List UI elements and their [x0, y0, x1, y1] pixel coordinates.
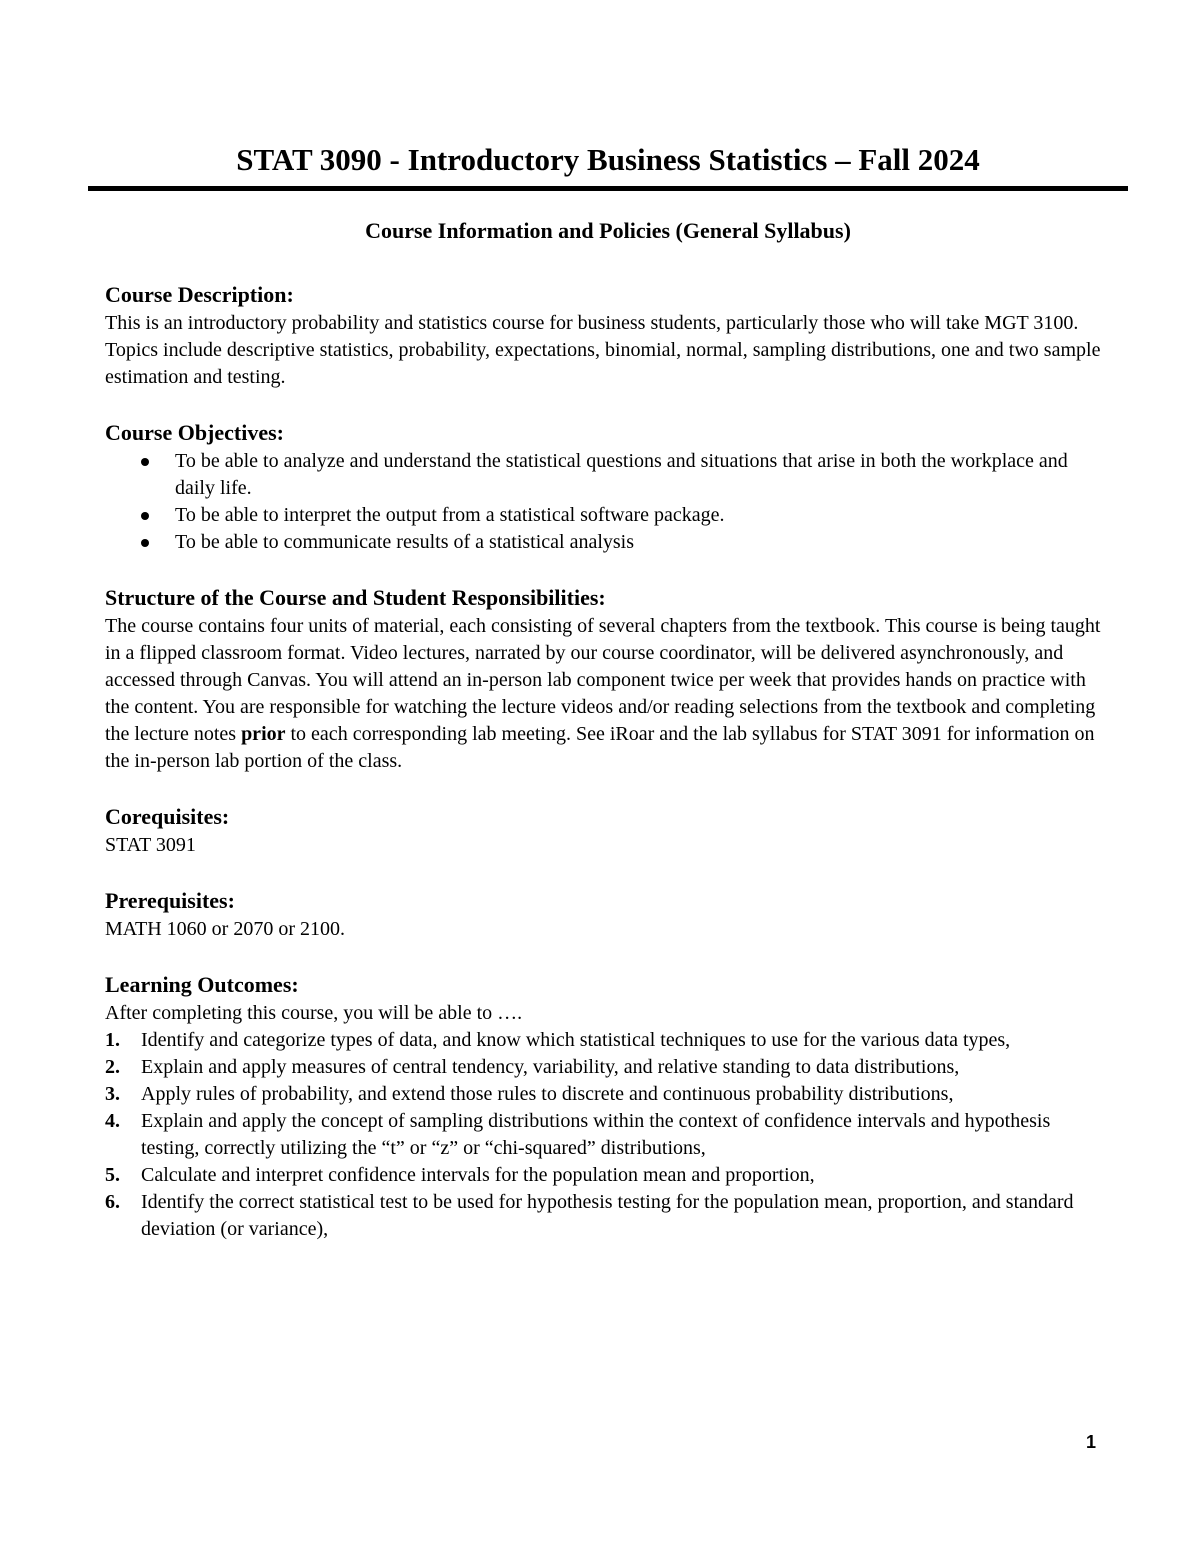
title-divider [88, 186, 1128, 191]
section-heading: Learning Outcomes: [105, 972, 299, 997]
section-heading: Corequisites: [105, 804, 230, 829]
list-item: 4. Explain and apply the concept of sampling distributions within the context of confidence intervals and hypothesis testing, correctly utilizing the “t” or “z” or “chi-squared” distributions, [105, 1110, 1051, 1159]
section-course-description [105, 280, 1105, 391]
list-item: To be able to analyze and understand the statistical questions and situations that arise in both the workplace and daily life. [175, 448, 1105, 502]
emphasis-text: prior [241, 723, 286, 745]
bullet-icon [141, 458, 149, 466]
section-course-structure [105, 583, 1105, 775]
section-heading: Course Description: [105, 282, 294, 307]
list-item: To be able to communicate results of a statistical analysis [175, 529, 1105, 556]
section-heading: Course Objectives: [105, 420, 285, 445]
section-intro: After completing this course, you will be able to …. [105, 1002, 523, 1024]
document-subtitle: Course Information and Policies (General Syllabus) [365, 218, 851, 243]
section-text: STAT 3091 [105, 834, 196, 856]
list-item: To be able to interpret the output from a statistical software package. [175, 502, 1105, 529]
list-item: 6. Identify the correct statistical test to be used for hypothesis testing for the population mean, proportion, and standard deviation (or variance), [105, 1191, 1074, 1240]
list-item: 5. Calculate and interpret confidence intervals for the population mean and proportion, [105, 1164, 815, 1186]
list-item: 2. Explain and apply measures of central tendency, variability, and relative standing to data distributions, [105, 1056, 960, 1078]
list-item: 1. Identify and categorize types of data, and know which statistical techniques to use for the various data types, [105, 1029, 1011, 1051]
section-text: The course contains four units of material, each consisting of several chapters from the textbook. This course is being taught in a flipped classroom format. Video lectures, narrated by our course coordinator, will be delivered asynchronously, and accessed through Canvas. You will attend an in-person lab component twice per week that provides hands on practice with the content. You are responsible for watching the lecture videos and/or reading selections from the textbook and completing the lecture notes prior to each corresponding lab meeting. See iRoar and the lab syllabus for STAT 3091 for information on the in-person lab portion of the class. [105, 615, 1101, 772]
bullet-icon [141, 512, 149, 520]
document-body [105, 280, 1105, 1243]
outcomes-list [105, 1027, 1105, 1243]
list-item: 3. Apply rules of probability, and extend those rules to discrete and continuous probability distributions, [105, 1083, 954, 1105]
bullet-icon [141, 539, 149, 547]
document-title: STAT 3090 - Introductory Business Statistics – Fall 2024 [236, 142, 980, 177]
section-heading: Structure of the Course and Student Responsibilities: [105, 585, 606, 610]
section-text: MATH 1060 or 2070 or 2100. [105, 918, 345, 940]
objectives-list [105, 448, 1105, 556]
page-number: 1 [1085, 1432, 1096, 1452]
section-heading: Prerequisites: [105, 888, 235, 913]
section-learning-outcomes [105, 970, 1105, 1243]
section-text: This is an introductory probability and statistics course for business students, particularly those who will take MGT 3100. Topics include descriptive statistics, probability, expectations, binomial, normal, sampling distributions, one and two sample estimation and testing. [105, 312, 1101, 388]
section-course-objectives [105, 418, 1105, 556]
section-prerequisites [105, 886, 1105, 943]
section-corequisites [105, 802, 1105, 859]
